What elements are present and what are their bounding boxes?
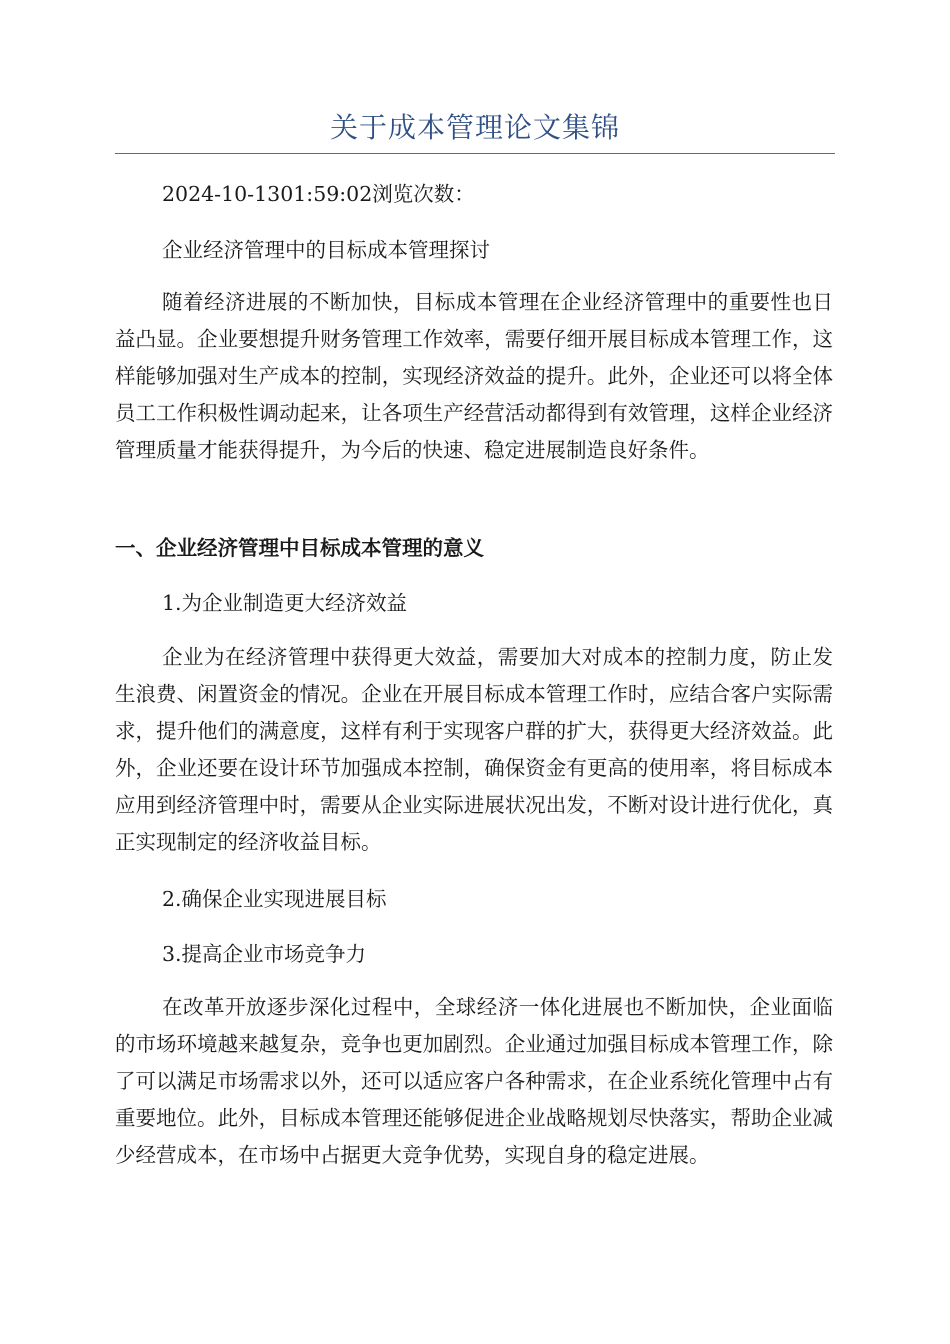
item1-paragraph-block bbox=[115, 639, 833, 861]
item3-paragraph: 在改革开放逐步深化过程中，全球经济一体化进展也不断加快，企业面临的市场环境越来越复杂，竞争也更加剧烈。企业通过加强目标成本管理工作，除了可以满足市场需求以外，还可以适应客户各种需求，在企业系统化管理中占有重要地位。此外，目标成本管理还能够促进企业战略规划尽快落实，帮助企业减少经营成本，在市场中占据更大竞争优势，实现自身的稳定进展。 bbox=[115, 995, 833, 1167]
item1-title: 1.为企业制造更大经济效益 bbox=[162, 591, 408, 615]
title-underline bbox=[115, 153, 835, 154]
intro-paragraph-block bbox=[115, 284, 833, 469]
item3-title: 3.提高企业市场竞争力 bbox=[162, 942, 367, 966]
item3-paragraph-block bbox=[115, 989, 833, 1174]
meta-line: 2024-10-1301:59:02浏览次数： bbox=[162, 182, 475, 206]
section-heading: 一、企业经济管理中目标成本管理的意义 bbox=[115, 536, 484, 560]
item2-title: 2.确保企业实现进展目标 bbox=[162, 887, 387, 911]
document-title: 关于成本管理论文集锦 bbox=[329, 111, 620, 144]
item1-paragraph: 企业为在经济管理中获得更大效益，需要加大对成本的控制力度，防止发生浪费、闲置资金的情况。企业在开展目标成本管理工作时，应结合客户实际需求，提升他们的满意度，这样有利于实现客户群的扩大，获得更大经济效益。此外，企业还要在设计环节加强成本控制，确保资金有更高的使用率，将目标成本应用到经济管理中时，需要从企业实际进展状况出发，不断对设计进行优化，真正实现制定的经济收益目标。 bbox=[115, 645, 833, 854]
intro-paragraph: 随着经济进展的不断加快，目标成本管理在企业经济管理中的重要性也日益凸显。企业要想提升财务管理工作效率，需要仔细开展目标成本管理工作，这样能够加强对生产成本的控制，实现经济效益的提升。此外，企业还可以将全体员工工作积极性调动起来，让各项生产经营活动都得到有效管理，这样企业经济管理质量才能获得提升，为今后的快速、稳定进展制造良好条件。 bbox=[115, 290, 833, 462]
article-subtitle: 企业经济管理中的目标成本管理探讨 bbox=[162, 238, 490, 262]
